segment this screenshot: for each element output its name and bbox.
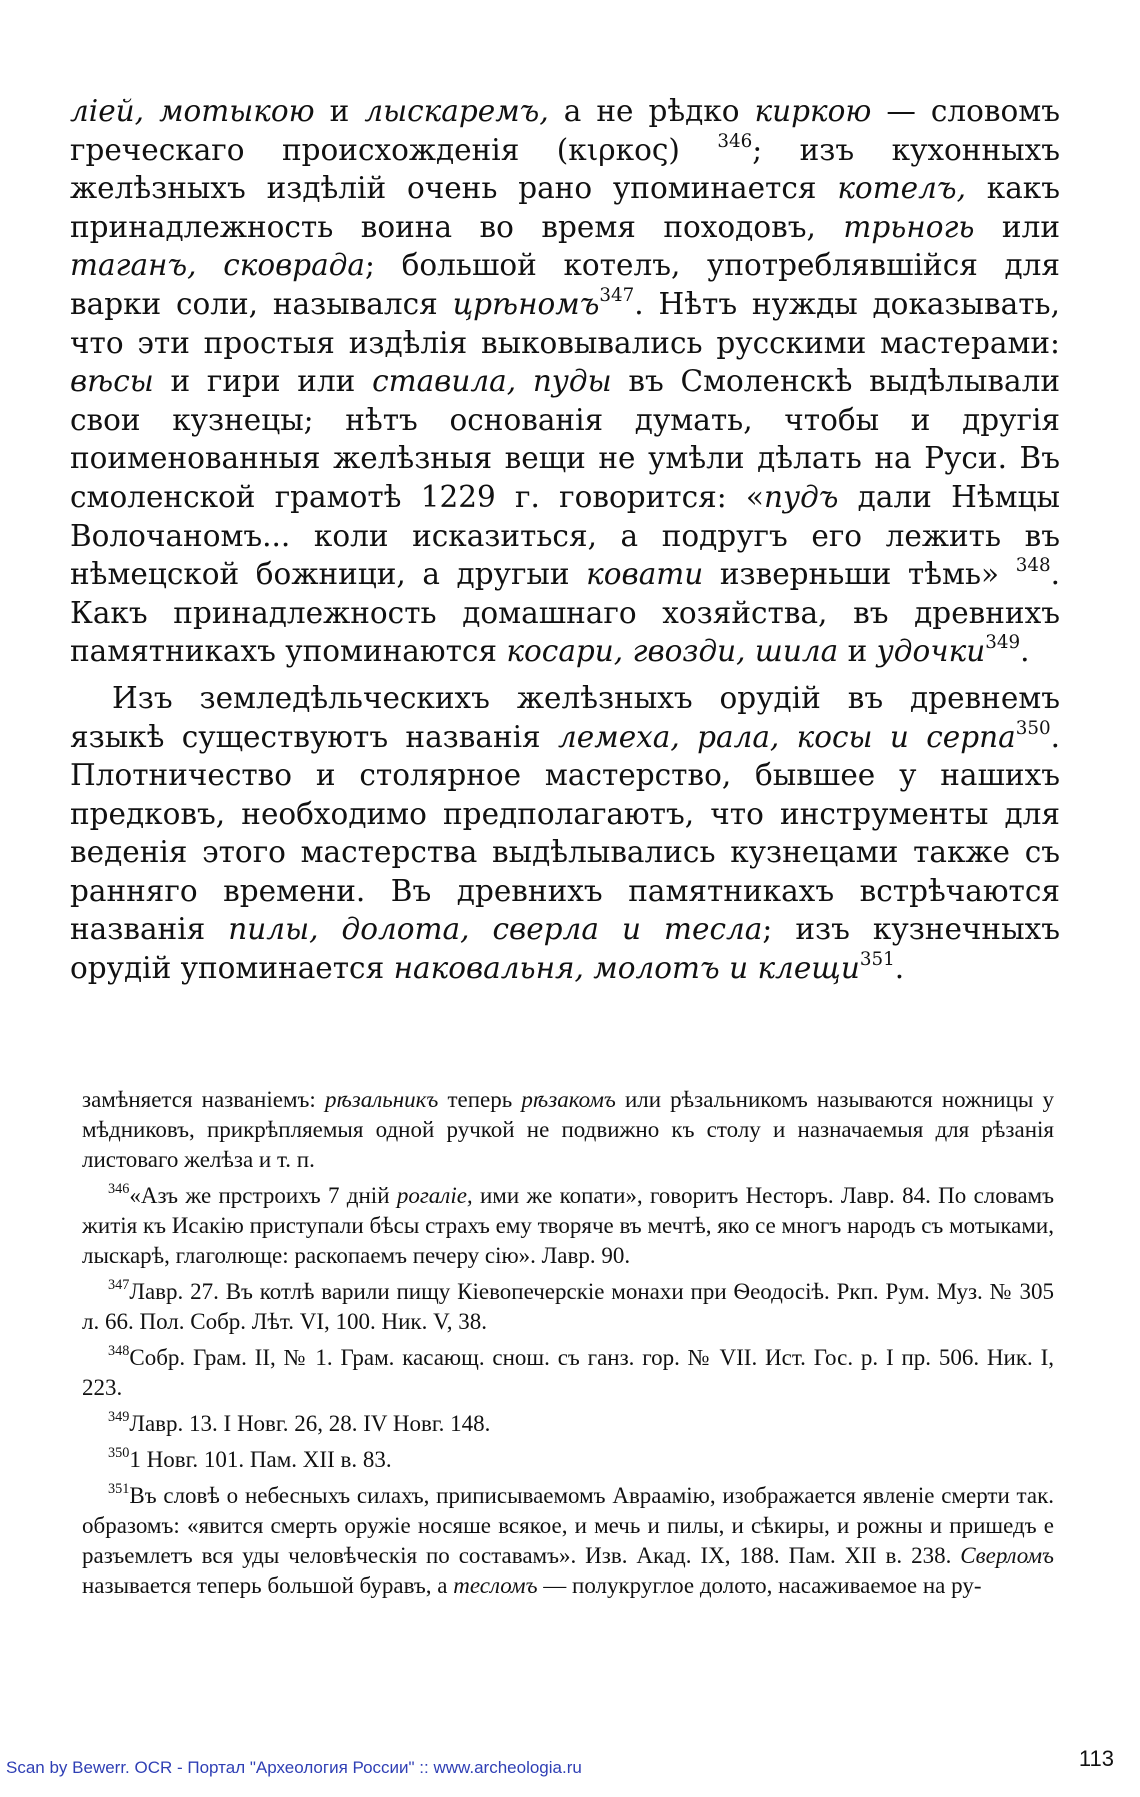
italic-term: црѣномъ (452, 286, 600, 321)
footnote-marker: 346 (717, 130, 753, 152)
text-run: ; большой котелъ, употреблявшiйся для варки соли, назывался (70, 248, 1061, 321)
footnotes (82, 1085, 1054, 1607)
text-run: — словомъ греческаго происхожденiя (κιρκος) (70, 94, 1060, 167)
italic-term: таганъ, сковрада (70, 248, 366, 283)
italic-term: рѣзальникъ (324, 1087, 439, 1112)
text-run: «Азъ же прстроихъ 7 днiй (129, 1183, 397, 1208)
footnote-marker: 347 (599, 285, 635, 307)
footnote-marker: 350 (108, 1445, 130, 1462)
footnote-351 (82, 1481, 1054, 1601)
text-run: или рѣзальникомъ называются ножницы у мѣдниковъ, прикрѣпляемыя одной ручкой не подвижно къ столу и назначаемыя для рѣзанiя листоваго желѣза и т. п. (82, 1087, 1054, 1172)
main-text (70, 92, 1060, 988)
text-run: Изъ земледѣльческихъ желѣзныхъ орудiй въ древнемъ языкѣ существуютъ названiя (70, 680, 1060, 754)
footnote-marker: 346 (108, 1181, 130, 1198)
text-run: дали Нѣмцы Волочаномъ... коли исказиться, а подругъ его лежить въ нѣмецской божници, а другыи (70, 479, 1061, 592)
text-run: . Какъ принадлежность домашнаго хозяйства, въ древнихъ памятникахъ упоминаются (70, 557, 1060, 669)
italic-term: лыскаремъ, (364, 94, 549, 128)
text-run: ; изъ кузнечныхъ орудiй упоминается (70, 912, 1060, 986)
scan-credit: Scan by Bewerr. OCR - Портал "Археология России" :: www.archeologia.ru (6, 1758, 582, 1777)
footnote-continuation (82, 1085, 1054, 1175)
text-run: а не рѣдко (548, 94, 755, 128)
footnote-marker: 348 (1015, 555, 1051, 577)
footnote-marker: 351 (108, 1481, 130, 1498)
italic-term: трьногь (843, 209, 975, 244)
text-run: ими же копати», говоритъ Несторъ. Лавр. 84. По словамъ житiя къ Исакiю приступали бѣсы страхъ ему творяче въ мечтѣ, яко се многъ народъ съ мотыками, лыскарѣ, глаголюще: раскопаемъ печеру сiю». Лавр. 90. (82, 1183, 1054, 1268)
footnote-350 (82, 1445, 1054, 1475)
italic-term: Сверломъ (960, 1543, 1054, 1568)
page-number: 113 (1078, 1746, 1114, 1771)
italic-term: лемеха, рала, косы и серпа (558, 719, 1016, 754)
italic-term: вѣсы (70, 364, 154, 399)
text-run: Въ словѣ о небесныхъ силахъ, приписываемомъ Авраамiю, изображается явленiе смерти так. образомъ: «явится смерть оружiе носяше всякое, и мечь и пилы, и сѣкиры, и рожны и пришедъ е разъемлетъ вся уды человѣческiя по составамъ». Изв. Акад. IX, 188. Пам. XII в. 238. (82, 1483, 1054, 1568)
footnote-marker: 349 (108, 1409, 130, 1426)
footnote-marker: 351 (859, 949, 895, 971)
footnote-347 (82, 1277, 1054, 1337)
text-run: Лавр. 13. I Новг. 26, 28. IV Новг. 148. (129, 1411, 491, 1436)
footnote-marker: 350 (1015, 717, 1051, 739)
italic-term: косари, гвозди, шила (506, 634, 839, 669)
italic-term: ставила, пуды (372, 364, 612, 399)
text-run: . Плотничество и столярное мастерство, бывшее у нашихъ предковъ, необходимо предполагаютъ, что инструменты для веденiя этого мастерства выдѣлывались кузнецами также съ ранняго времени. Въ древнихъ памятникахъ встрѣчаются названiя (70, 719, 1060, 947)
footnote-349 (82, 1409, 1054, 1439)
text-run: . (894, 951, 905, 986)
text-run: и гири или (153, 364, 373, 399)
paragraph-2 (70, 679, 1060, 988)
italic-term: пилы, долота, сверла и тесла (228, 912, 763, 947)
text-run: . Нѣтъ нужды доказывать, что эти простыя издѣлiя выковывались русскими мастерами: (70, 286, 1060, 360)
italic-term: лiей, мотыкою (70, 94, 315, 128)
text-run: или (974, 209, 1060, 244)
text-run: называется теперь большой буравъ, а (82, 1573, 454, 1598)
text-run: . (1020, 634, 1030, 669)
text-run: теперь (438, 1087, 522, 1112)
text-run: и (314, 94, 365, 128)
text-run: 1 Новг. 101. Пам. XII в. 83. (129, 1447, 392, 1472)
italic-term: наковальня, молотъ и клещи (393, 951, 860, 986)
italic-term: удочки (876, 634, 986, 669)
paragraph-1 (70, 92, 1060, 671)
text-run: въ Смоленскѣ выдѣлывали свои кузнецы; нѣтъ основанiя думать, чтобы и другiя поименованныя желѣзныя вещи не умѣли дѣлать на Руси. Въ смоленской грамотѣ 1229 г. говорится: « (70, 364, 1060, 514)
italic-term: киркою (754, 94, 872, 128)
text-run: изверньши тѣмь» (703, 557, 1016, 592)
text-run: — полукруглое долото, насаживаемое на ру- (537, 1573, 982, 1598)
footnote-marker: 349 (985, 632, 1021, 654)
text-run: ; изъ кухонныхъ желѣзныхъ издѣлiй очень рано упоминается (70, 132, 1060, 206)
footnote-marker: 348 (108, 1343, 130, 1360)
footnote-348 (82, 1343, 1054, 1403)
text-run: Лавр. 27. Въ котлѣ варили пищу Кiевопечерскiе монахи при Ѳеодосiѣ. Ркп. Рум. Муз. № 305 л. 66. Пол. Собр. Лѣт. VI, 100. Ник. V, 38. (82, 1279, 1054, 1334)
italic-term: тесломъ (453, 1573, 538, 1598)
footnote-346 (82, 1181, 1054, 1271)
text-run: Собр. Грам. II, № 1. Грам. касающ. снош. съ ганз. гор. № VII. Ист. Гос. р. I пр. 506. Ник. I, 223. (82, 1345, 1054, 1400)
footnote-marker: 347 (108, 1277, 130, 1294)
italic-term: рѣзакомъ (521, 1087, 616, 1112)
italic-term: ковати (586, 557, 704, 592)
italic-term: пудъ (763, 479, 839, 514)
text-run: и (838, 634, 877, 669)
text-run: какъ принадлежность воина во время походовъ, (70, 171, 1061, 244)
italic-term: рогалiе, (396, 1183, 473, 1208)
italic-term: котелъ, (837, 171, 966, 206)
text-run: замѣняется названiемъ: (82, 1087, 325, 1112)
